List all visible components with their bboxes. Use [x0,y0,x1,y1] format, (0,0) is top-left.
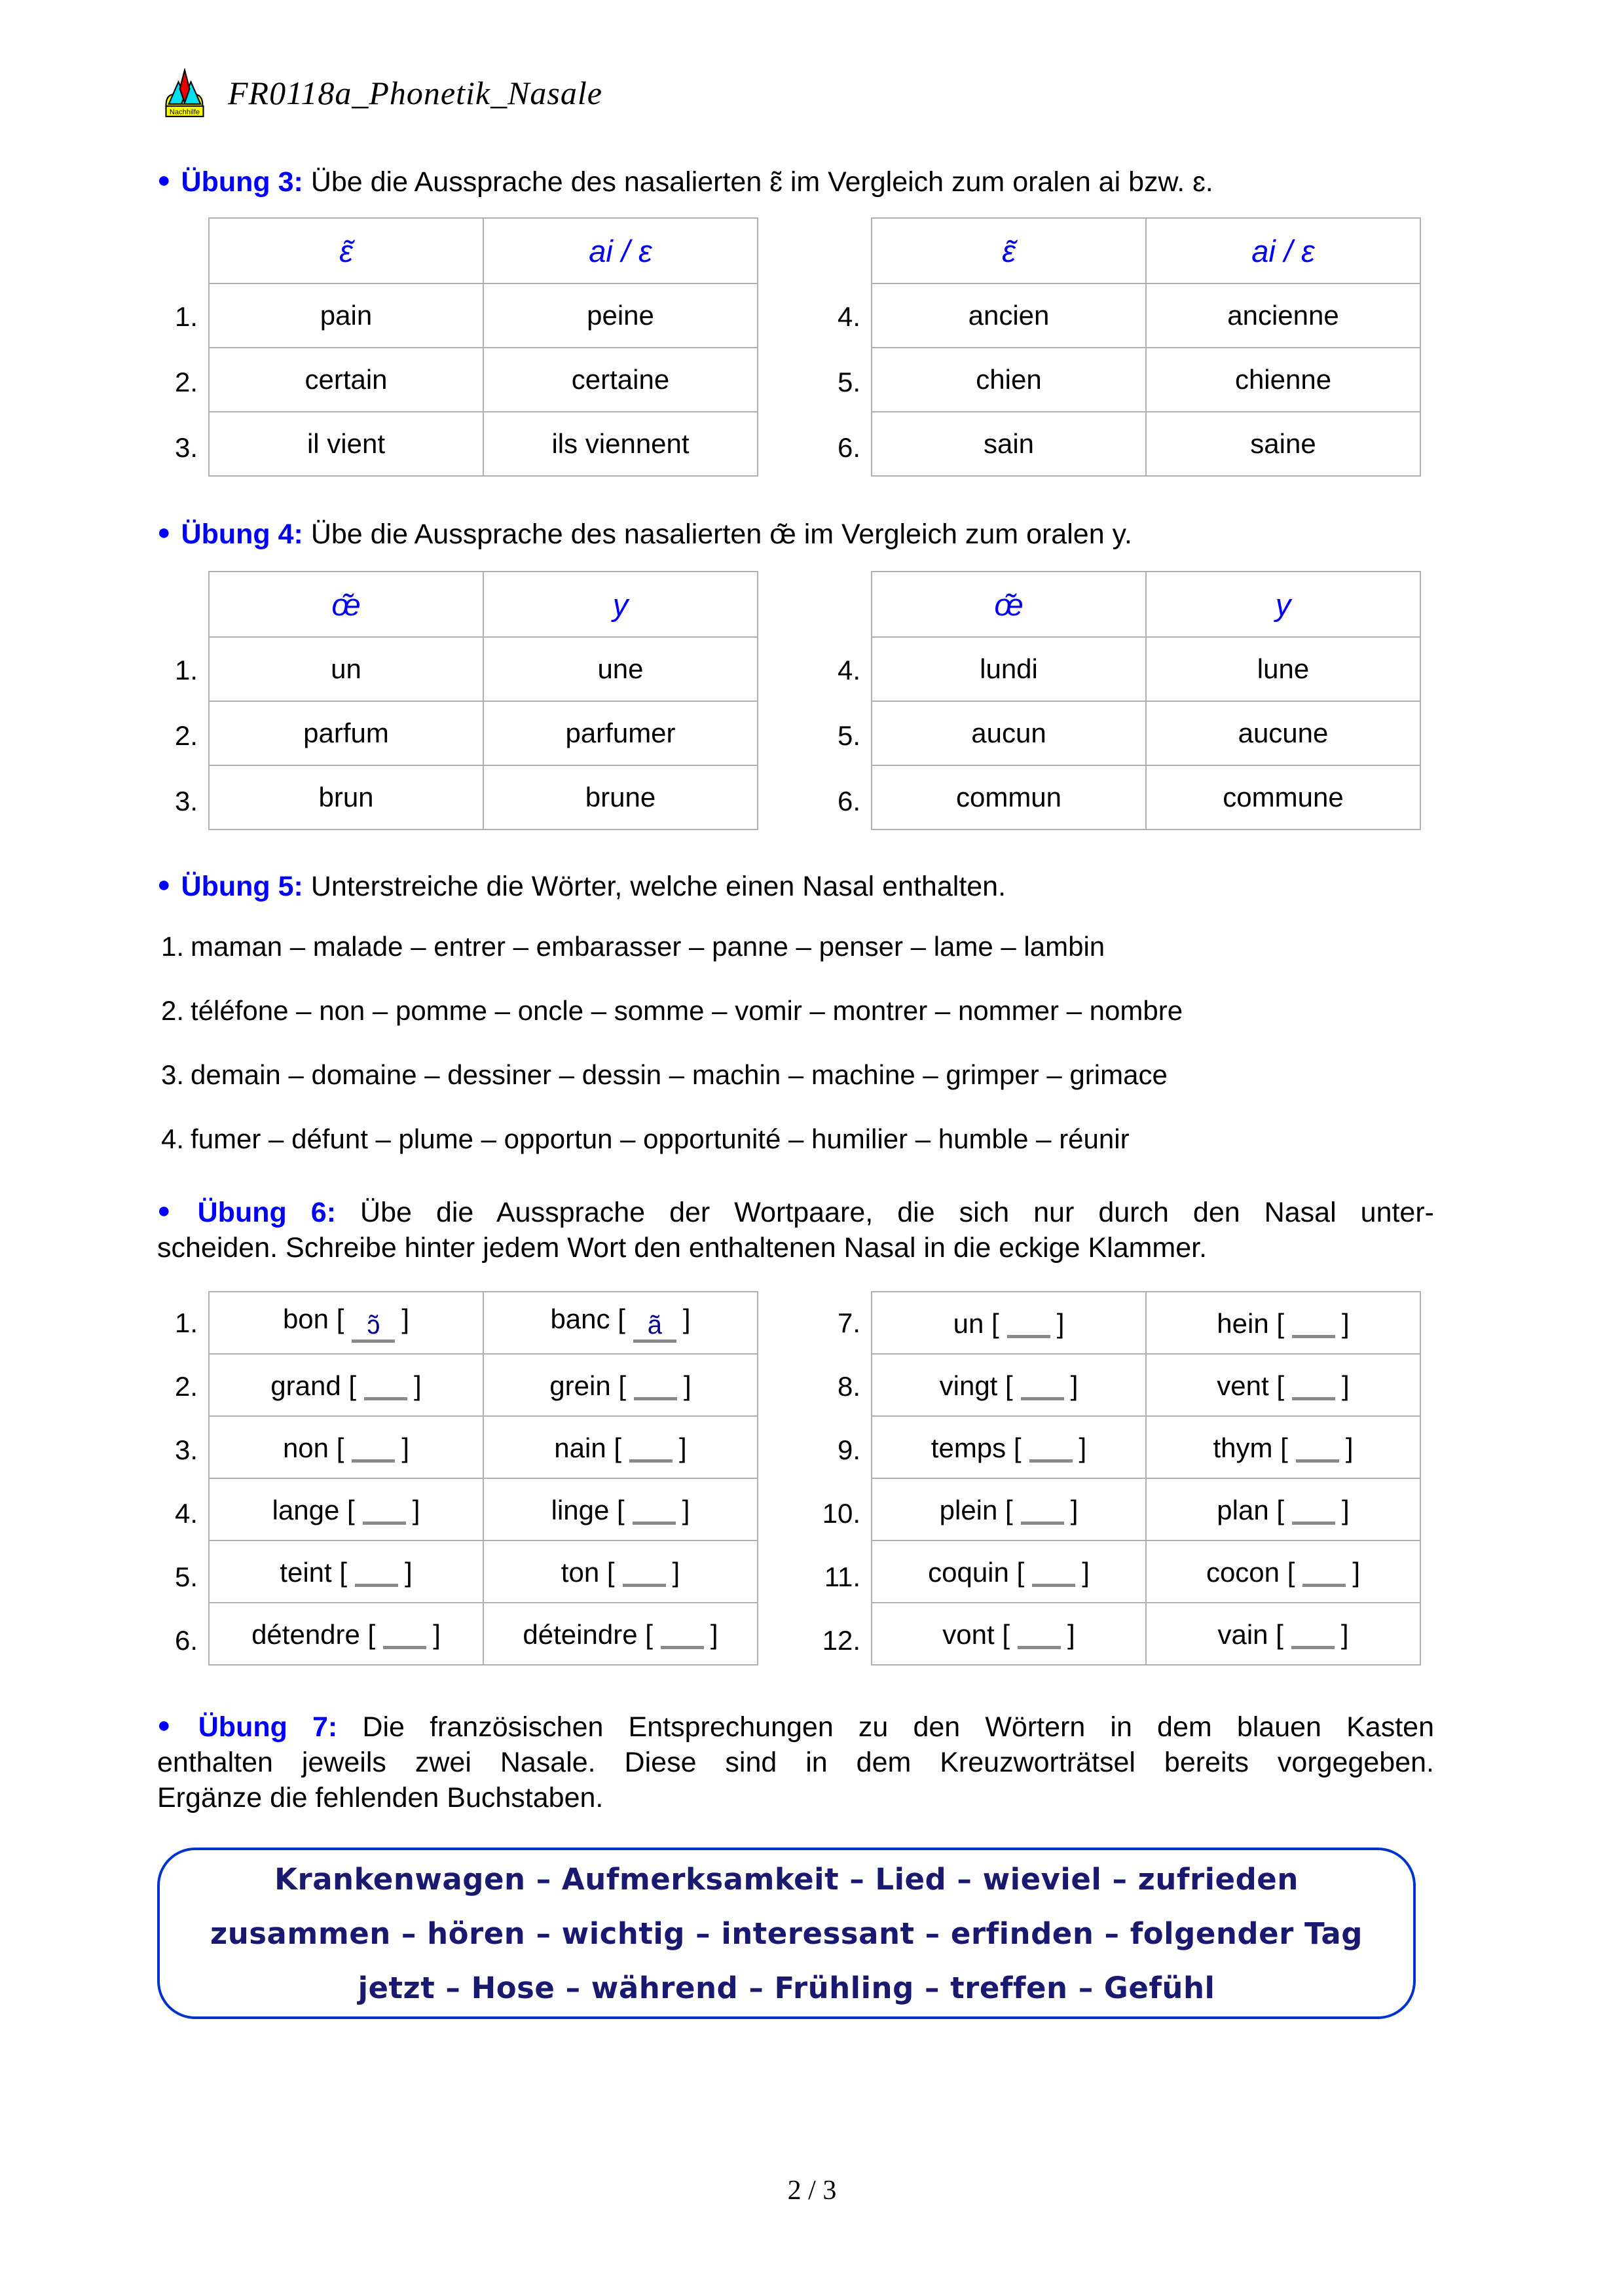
uebung4-table-left [157,571,758,834]
word-cell [483,1478,758,1540]
word-cell [209,1416,483,1478]
word-cell: certaine [483,348,758,412]
row-number: 6. [174,1624,198,1656]
row-number: 9. [837,1434,860,1465]
word-list: fumer – défunt – plume – opportun – opportunité – humilier – humble – réunir [191,1123,1130,1154]
word-cell: pain [209,283,483,348]
word-with-bracket: vont [ [942,1619,1010,1650]
word-cell: peine [483,283,758,348]
table-row [872,765,1420,829]
word-box-line: zusammen – hören – wichtig – interessant – erfinden – folgender Tag [210,1916,1363,1951]
table-row [209,765,758,829]
word-cell [1146,1354,1420,1416]
closing-bracket: ] [1342,1308,1350,1339]
row-number: 1. [174,655,198,685]
uebung6-heading [157,1193,1434,1266]
answer-blank[interactable] [355,1555,398,1587]
uebung6-instruction-line2: scheiden. Schreibe hinter jedem Wort den enthaltenen Nasal in die eckige Klammer. [157,1232,1208,1264]
word-cell [872,1478,1146,1540]
word-cell [872,1540,1146,1603]
word-cell: ils viennent [483,412,758,476]
word-with-bracket: thym [ [1213,1432,1288,1463]
uebung4-heading [157,515,1434,552]
uebung5-heading [157,867,1434,904]
word-with-bracket: cocon [ [1206,1557,1295,1588]
uebung7-heading-line1 [157,1707,1434,1745]
column-header: y [1146,572,1420,637]
word-cell: brune [483,765,758,829]
closing-bracket: ] [1082,1557,1090,1588]
word-with-bracket: plein [ [939,1495,1013,1525]
closing-bracket: ] [405,1557,413,1588]
page-number: 2 / 3 [787,2176,837,2206]
closing-bracket: ] [1342,1370,1350,1401]
uebung3-label: Übung 3: [181,166,303,198]
bullet-icon: ● [157,520,171,545]
word-with-bracket: coquin [ [928,1557,1025,1588]
answer-blank[interactable]: ɔ̃ [352,1311,395,1343]
closing-bracket: ] [433,1619,441,1650]
answer-blank[interactable] [1032,1555,1075,1587]
item-number: 2. [161,995,185,1026]
word-cell: lune [1146,637,1420,701]
item-number: 1. [161,931,185,962]
closing-bracket: ] [401,1303,410,1334]
row-number: 4. [174,1497,198,1529]
answer-blank[interactable] [352,1430,395,1463]
row-number-column [157,217,208,481]
word-with-bracket: plan [ [1217,1495,1285,1525]
row-number: 3. [174,1434,198,1465]
closing-bracket: ] [414,1370,422,1401]
table-row [872,1478,1420,1540]
uebung5-label: Übung 5: [181,871,303,902]
column-header: œ̃ [209,572,483,637]
closing-bracket: ] [679,1432,687,1463]
row-number: 5. [174,1561,198,1592]
word-cell [483,1603,758,1665]
word-cell: commun [872,765,1146,829]
row-number-column [157,571,208,834]
word-cell: parfum [209,701,483,765]
word-cell [1146,1292,1420,1354]
uebung6-table-left [157,1291,758,1672]
closing-bracket: ] [684,1370,692,1401]
word-cell: ancien [872,283,1146,348]
uebung4-instruction: Übe die Aussprache des nasalierten œ̃ im Vergleich zum oralen y. [310,519,1132,550]
answer-blank[interactable] [629,1430,673,1463]
answer-blank[interactable] [1007,1306,1050,1338]
column-header: ai / ɛ [483,218,758,283]
closing-bracket: ] [1070,1370,1079,1401]
word-cell: parfumer [483,701,758,765]
pair-table [208,571,758,830]
word-cell: brun [209,765,483,829]
row-number: 1. [174,1307,198,1338]
table-row [209,1292,758,1354]
table-row [872,412,1420,476]
uebung4-label: Übung 4: [181,519,303,550]
table-row [209,412,758,476]
table-row [872,283,1420,348]
pair-table [208,1291,758,1666]
word-cell [209,1354,483,1416]
answer-blank[interactable]: ã [633,1311,676,1343]
uebung6-heading-line1 [157,1193,1434,1230]
uebung4-table-right [820,571,1421,834]
table-row [872,1292,1420,1354]
table-row [209,1540,758,1603]
closing-bracket: ] [1345,1432,1354,1463]
word-cell [1146,1603,1420,1665]
column-header: œ̃ [872,572,1146,637]
column-header: ɛ̃ [209,218,483,283]
word-cell [209,1478,483,1540]
nachhilfe-logo-icon [164,68,206,118]
word-list: téléfone – non – pomme – oncle – somme – vomir – montrer – nommer – nombre [191,995,1183,1026]
pair-table [208,217,758,477]
closing-bracket: ] [1067,1619,1075,1650]
closing-bracket: ] [1056,1308,1065,1339]
word-with-bracket: déteindre [ [523,1619,653,1650]
row-number-column [820,1291,871,1672]
uebung6-label: Übung 6: [197,1197,337,1228]
table-row [872,1540,1420,1603]
row-number: 4. [837,655,860,685]
item-number: 3. [161,1059,185,1090]
word-with-bracket: banc [ [550,1303,625,1334]
row-number: 5. [837,720,860,751]
word-cell: aucun [872,701,1146,765]
word-cell: ancienne [1146,283,1420,348]
answer-blank[interactable] [1292,1368,1335,1400]
word-cell [483,1354,758,1416]
word-with-bracket: grein [ [549,1370,627,1401]
word-cell [872,1292,1146,1354]
word-with-bracket: nain [ [554,1432,622,1463]
row-number: 5. [837,367,860,397]
logo-text: Nachhilfe [169,108,200,117]
word-with-bracket: temps [ [931,1432,1022,1463]
answer-blank[interactable] [1021,1493,1064,1525]
answer-blank[interactable] [364,1368,407,1400]
answer-blank[interactable] [383,1617,426,1649]
word-cell [872,1354,1146,1416]
word-cell: saine [1146,412,1420,476]
word-box-line: Krankenwagen – Aufmerksamkeit – Lied – wieviel – zufrieden [274,1861,1299,1897]
word-with-bracket: vingt [ [939,1370,1013,1401]
word-cell [1146,1478,1420,1540]
table-row [872,348,1420,412]
uebung3-heading [157,162,1434,200]
row-number: 4. [837,301,860,332]
word-with-bracket: linge [ [551,1495,625,1525]
word-with-bracket: grand [ [270,1370,357,1401]
uebung3-table-right [820,217,1421,481]
table-row [872,701,1420,765]
answer-blank[interactable] [1292,1493,1335,1525]
word-cell [209,1603,483,1665]
word-cell [483,1540,758,1603]
row-number: 2. [174,1370,198,1402]
uebung5-item [161,1059,1168,1091]
word-cell: chien [872,348,1146,412]
item-number: 4. [161,1123,185,1154]
row-number: 3. [174,432,198,463]
uebung5-item [161,931,1105,962]
row-number: 3. [174,786,198,816]
word-cell [209,1292,483,1354]
row-number-column [820,571,871,834]
row-number: 6. [837,432,860,463]
closing-bracket: ] [710,1619,718,1650]
closing-bracket: ] [1070,1495,1079,1525]
answer-blank[interactable] [1021,1368,1064,1400]
word-cell: certain [209,348,483,412]
word-cell: commune [1146,765,1420,829]
word-cell [483,1292,758,1354]
uebung6-instruction-line1: Übe die Aussprache der Wortpaare, die sich nur durch den Nasal unter- [360,1197,1434,1228]
word-list: demain – domaine – dessiner – dessin – machin – machine – grimper – grimace [191,1059,1168,1090]
column-header: y [483,572,758,637]
word-with-bracket: un [ [953,1308,999,1339]
pair-table [871,571,1421,830]
uebung5-item [161,995,1183,1027]
closing-bracket: ] [1342,1495,1350,1525]
document-title: FR0118a_Phonetik_Nasale [228,75,602,111]
column-header: ai / ɛ [1146,218,1420,283]
table-row [209,1478,758,1540]
uebung7-instruction-line3: Ergänze die fehlenden Buchstaben. [157,1782,604,1813]
german-word-box [157,1848,1416,2019]
word-cell [483,1416,758,1478]
row-number: 10. [822,1497,860,1529]
closing-bracket: ] [672,1557,680,1588]
table-row [209,637,758,701]
word-cell [209,1540,483,1603]
word-cell: lundi [872,637,1146,701]
uebung3-instruction: Übe die Aussprache des nasalierten ɛ̃ im Vergleich zum oralen ai bzw. ɛ. [310,166,1213,198]
uebung6-table-right [820,1291,1421,1672]
row-number-column [820,217,871,481]
word-with-bracket: lange [ [272,1495,355,1525]
row-number: 7. [837,1307,860,1338]
table-row [872,1603,1420,1665]
word-with-bracket: bon [ [282,1303,344,1334]
closing-bracket: ] [412,1495,420,1525]
word-with-bracket: non [ [282,1432,344,1463]
bullet-icon: ● [157,1713,188,1738]
word-with-bracket: hein [ [1217,1308,1285,1339]
word-cell [872,1603,1146,1665]
table-row [872,637,1420,701]
answer-blank[interactable] [1029,1430,1073,1463]
table-row [209,283,758,348]
row-number: 1. [174,301,198,332]
word-cell: une [483,637,758,701]
bullet-icon: ● [157,872,171,897]
answer-blank[interactable] [623,1555,666,1587]
row-number: 12. [822,1624,860,1656]
uebung5-instruction: Unterstreiche die Wörter, welche einen Nasal enthalten. [310,871,1006,902]
table-row [872,1416,1420,1478]
column-header: ɛ̃ [872,218,1146,283]
row-number: 11. [824,1561,860,1592]
uebung7-instruction-line1: Die französischen Entsprechungen zu den Wörtern in dem blauen Kasten [362,1711,1434,1743]
table-row [872,1354,1420,1416]
table-row [209,1416,758,1478]
bullet-icon: ● [157,1198,187,1223]
table-row [209,701,758,765]
word-with-bracket: vain [ [1217,1619,1283,1650]
word-cell [872,1416,1146,1478]
row-number: 2. [174,367,198,397]
word-cell: aucune [1146,701,1420,765]
word-cell: un [209,637,483,701]
word-with-bracket: vent [ [1217,1370,1285,1401]
word-with-bracket: teint [ [280,1557,348,1588]
word-box-line: jetzt – Hose – während – Frühling – treffen – Gefühl [358,1970,1215,2005]
word-with-bracket: détendre [ [251,1619,376,1650]
answer-blank[interactable] [633,1493,676,1525]
page-header [164,68,602,118]
answer-blank[interactable] [634,1368,677,1400]
answer-blank[interactable] [1296,1430,1339,1463]
answer-blank[interactable] [661,1617,704,1649]
bullet-icon: ● [157,168,171,192]
uebung3-table-left [157,217,758,481]
table-row [209,1603,758,1665]
closing-bracket: ] [401,1432,410,1463]
word-cell [1146,1540,1420,1603]
word-cell: chienne [1146,348,1420,412]
row-number-column [157,1291,208,1672]
pair-table [871,217,1421,477]
pair-table [871,1291,1421,1666]
closing-bracket: ] [682,1303,691,1334]
uebung7-label: Übung 7: [198,1711,338,1743]
answer-blank[interactable] [1292,1306,1335,1338]
answer-blank[interactable] [363,1493,406,1525]
answer-blank[interactable] [1291,1617,1335,1649]
uebung5-item [161,1123,1130,1155]
uebung7-instruction-line2: enthalten jeweils zwei Nasale. Diese sind in dem Kreuzworträtsel bereits vorgegeben. [157,1747,1434,1778]
closing-bracket: ] [1079,1432,1087,1463]
row-number: 8. [837,1370,860,1402]
word-cell [1146,1416,1420,1478]
word-cell: sain [872,412,1146,476]
row-number: 6. [837,786,860,816]
word-cell: il vient [209,412,483,476]
uebung7-heading [157,1707,1434,1815]
row-number: 2. [174,720,198,751]
answer-blank[interactable] [1018,1617,1061,1649]
word-list: maman – malade – entrer – embarasser – panne – penser – lame – lambin [191,931,1105,962]
table-row [209,1354,758,1416]
closing-bracket: ] [1340,1619,1349,1650]
answer-blank[interactable] [1302,1555,1346,1587]
word-with-bracket: ton [ [561,1557,615,1588]
closing-bracket: ] [1352,1557,1361,1588]
closing-bracket: ] [682,1495,690,1525]
table-row [209,348,758,412]
